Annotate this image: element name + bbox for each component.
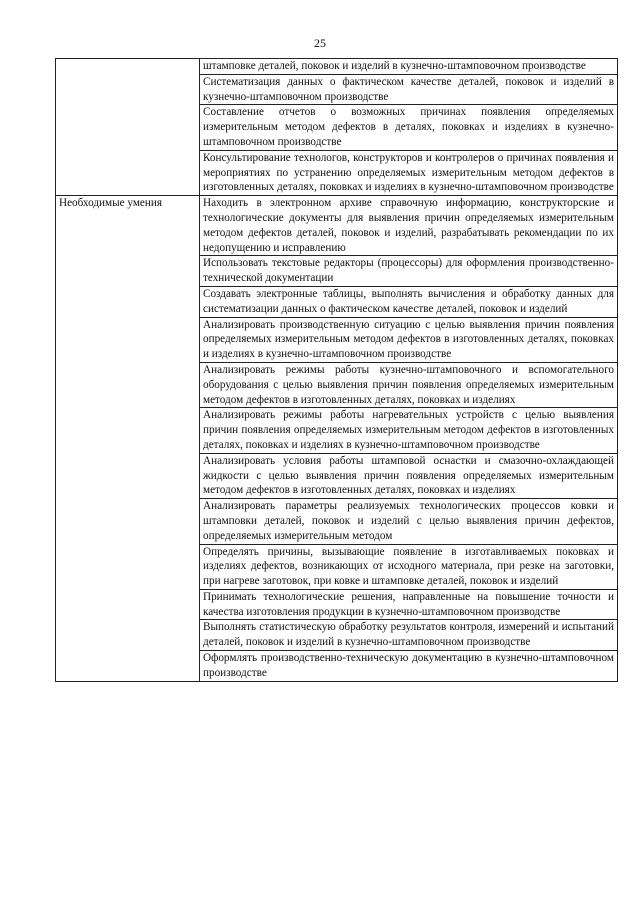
section-item: Находить в электронном архиве справочную информацию, конструкторские и технологические документы для выявления причин определяемых измерительным методом дефектов деталей, поковок и изделий, разрабатывать рекомендации по их недопущению и исправлению [200, 196, 618, 256]
section-item: Выполнять статистическую обработку результатов контроля, измерений и испытаний деталей, поковок и изделий в кузнечно-штамповочном производстве [200, 620, 618, 651]
section-item: штамповке деталей, поковок и изделий в кузнечно-штамповочном производстве [200, 59, 618, 75]
section-item: Создавать электронные таблицы, выполнять вычисления и обработку данных для систематизации данных о фактическом качестве деталей, поковок и изделий [200, 286, 618, 317]
section-label [56, 59, 200, 196]
section-item: Составление отчетов о возможных причинах появления определяемых измерительным методом дефектов в деталях, поковках и изделиях в кузнечно-штамповочном производстве [200, 105, 618, 150]
section-item: Консультирование технологов, конструкторов и контролеров о причинах появления и мероприятиях по устранению определяемых измерительным методом дефектов в изготовленных деталях, поковках и изделиях в кузнечно-штамповочном производстве [200, 150, 618, 195]
specification-table [55, 58, 618, 682]
section-item: Определять причины, вызывающие появление в изготавливаемых поковках и изделиях дефектов, возникающих от исходного материала, при резке на заготовки, при нагреве заготовок, при ковке и штамповке деталей, поковок и изделий [200, 544, 618, 589]
section-item: Использовать текстовые редакторы (процессоры) для оформления производственно-технической документации [200, 256, 618, 287]
section-item: Анализировать производственную ситуацию с целью выявления причин появления определяемых измерительным методом дефектов в изготовленных деталях, поковках и изделиях в кузнечно-штамповочном производстве [200, 317, 618, 362]
section-label: Необходимые умения [56, 196, 200, 682]
section-item: Анализировать условия работы штамповой оснастки и смазочно-охлаждающей жидкости с целью выявления причин появления определяемых измерительным методом дефектов в изготовленных деталях, поковках и изделиях [200, 453, 618, 498]
page-number: 25 [314, 36, 326, 50]
section-item: Анализировать параметры реализуемых технологических процессов ковки и штамповки деталей, поковок и изделий с целью выявления причин дефектов, определяемых измерительным методом [200, 499, 618, 544]
section-item: Анализировать режимы работы кузнечно-штамповочного и вспомогательного оборудования с целью выявления причин появления определяемых измерительным методом дефектов в изготовленных деталях, поковках и изделиях [200, 362, 618, 407]
table-row [56, 196, 618, 256]
table-row [56, 59, 618, 75]
section-item: Оформлять производственно-техническую документацию в кузнечно-штамповочном производстве [200, 651, 618, 682]
section-item: Принимать технологические решения, направленные на повышение точности и качества изготовления продукции в кузнечно-штамповочном производстве [200, 589, 618, 620]
section-item: Анализировать режимы работы нагревательных устройств с целью выявления причин появления определяемых измерительным методом дефектов в изготовленных деталях, поковках и изделиях в кузнечно-штамповочном производстве [200, 408, 618, 453]
specification-table-body [56, 59, 618, 682]
section-item: Систематизация данных о фактическом качестве деталей, поковок и изделий в кузнечно-штамповочном производстве [200, 74, 618, 105]
